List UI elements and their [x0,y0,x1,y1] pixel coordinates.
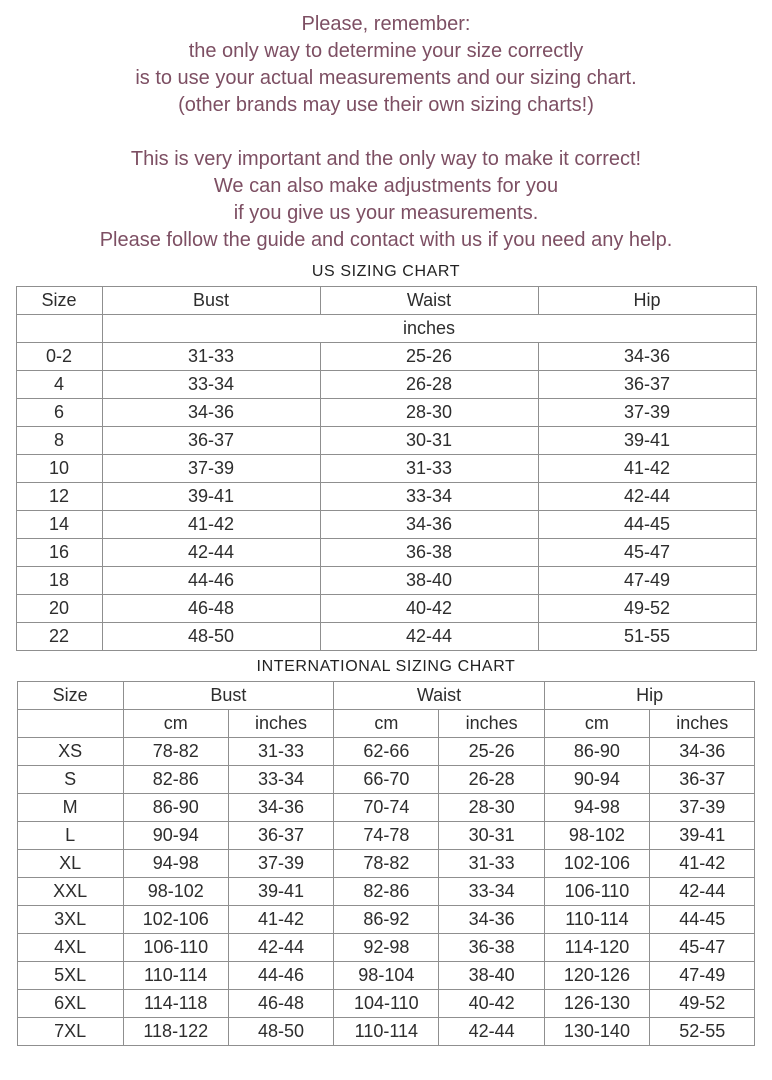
table-row [16,427,756,455]
measurement-cell: 70-74 [334,794,439,822]
measurement-cell: 41-42 [102,511,320,539]
measurement-cell: 33-34 [102,371,320,399]
size-cell: 4 [16,371,102,399]
measurement-cell: 36-37 [538,371,756,399]
table-row [16,623,756,651]
measurement-cell: 114-118 [123,990,228,1018]
measurement-cell: 36-38 [439,934,544,962]
table-row [17,766,755,794]
column-header-bust: Bust [123,682,334,710]
table-row [17,878,755,906]
measurement-cell: 36-38 [320,539,538,567]
measurement-cell: 102-106 [544,850,649,878]
measurement-cell: 90-94 [544,766,649,794]
size-cell: L [17,822,123,850]
measurement-cell: 90-94 [123,822,228,850]
intro-text-block [0,0,772,254]
table-row [17,794,755,822]
size-cell: S [17,766,123,794]
measurement-cell: 44-46 [102,567,320,595]
measurement-cell: 26-28 [320,371,538,399]
measurement-cell: 104-110 [334,990,439,1018]
intl-unit-row [17,710,755,738]
unit-label-cm: cm [334,710,439,738]
measurement-cell: 34-36 [650,738,755,766]
measurement-cell: 34-36 [538,343,756,371]
measurement-cell: 44-45 [650,906,755,934]
measurement-cell: 94-98 [544,794,649,822]
measurement-cell: 92-98 [334,934,439,962]
size-cell: 4XL [17,934,123,962]
size-cell: 20 [16,595,102,623]
intl-chart-title: INTERNATIONAL SIZING CHART [256,658,516,675]
measurement-cell: 42-44 [102,539,320,567]
measurement-cell: 46-48 [228,990,333,1018]
measurement-cell: 40-42 [439,990,544,1018]
measurement-cell: 39-41 [228,878,333,906]
size-cell: 8 [16,427,102,455]
measurement-cell: 25-26 [320,343,538,371]
column-header-hip: Hip [544,682,755,710]
measurement-cell: 28-30 [439,794,544,822]
measurement-cell: 110-114 [334,1018,439,1046]
measurement-cell: 74-78 [334,822,439,850]
measurement-cell: 130-140 [544,1018,649,1046]
measurement-cell: 82-86 [123,766,228,794]
measurement-cell: 62-66 [334,738,439,766]
table-row [17,822,755,850]
measurement-cell: 42-44 [650,878,755,906]
measurement-cell: 102-106 [123,906,228,934]
measurement-cell: 28-30 [320,399,538,427]
measurement-cell: 31-33 [439,850,544,878]
measurement-cell: 25-26 [439,738,544,766]
measurement-cell: 34-36 [439,906,544,934]
measurement-cell: 48-50 [102,623,320,651]
measurement-cell: 52-55 [650,1018,755,1046]
measurement-cell: 34-36 [102,399,320,427]
measurement-cell: 41-42 [228,906,333,934]
size-cell: XXL [17,878,123,906]
measurement-cell: 36-37 [228,822,333,850]
measurement-cell: 82-86 [334,878,439,906]
unit-label-inches: inches [439,710,544,738]
measurement-cell: 41-42 [650,850,755,878]
measurement-cell: 46-48 [102,595,320,623]
table-row [17,850,755,878]
measurement-cell: 120-126 [544,962,649,990]
measurement-cell: 118-122 [123,1018,228,1046]
measurement-cell: 42-44 [228,934,333,962]
measurement-cell: 51-55 [538,623,756,651]
unit-label-inches: inches [102,315,756,343]
measurement-cell: 110-114 [544,906,649,934]
intl-sizing-table [17,681,756,1046]
measurement-cell: 126-130 [544,990,649,1018]
size-cell: XS [17,738,123,766]
table-row [17,738,755,766]
size-cell: 14 [16,511,102,539]
measurement-cell: 30-31 [439,822,544,850]
size-cell: 5XL [17,962,123,990]
measurement-cell: 45-47 [538,539,756,567]
us-unit-row [16,315,756,343]
measurement-cell: 39-41 [102,483,320,511]
empty-cell [17,710,123,738]
size-cell: 10 [16,455,102,483]
measurement-cell: 78-82 [123,738,228,766]
measurement-cell: 37-39 [650,794,755,822]
measurement-cell: 31-33 [228,738,333,766]
table-row [17,906,755,934]
measurement-cell: 86-90 [123,794,228,822]
intro-line: We can also make adjustments for you [213,175,559,197]
measurement-cell: 114-120 [544,934,649,962]
table-row [16,455,756,483]
column-header-waist: Waist [320,287,538,315]
measurement-cell: 30-31 [320,427,538,455]
measurement-cell: 37-39 [538,399,756,427]
table-row [17,962,755,990]
size-cell: 16 [16,539,102,567]
measurement-cell: 39-41 [538,427,756,455]
size-cell: XL [17,850,123,878]
measurement-cell: 42-44 [439,1018,544,1046]
measurement-cell: 38-40 [320,567,538,595]
size-cell: 22 [16,623,102,651]
measurement-cell: 42-44 [538,483,756,511]
measurement-cell: 44-46 [228,962,333,990]
measurement-cell: 98-102 [544,822,649,850]
table-row [16,399,756,427]
measurement-cell: 86-92 [334,906,439,934]
measurement-cell: 47-49 [538,567,756,595]
column-header-hip: Hip [538,287,756,315]
measurement-cell: 106-110 [544,878,649,906]
measurement-cell: 31-33 [320,455,538,483]
us-header-row [16,287,756,315]
measurement-cell: 98-104 [334,962,439,990]
size-cell: 3XL [17,906,123,934]
measurement-cell: 86-90 [544,738,649,766]
intro-line: is to use your actual measurements and our sizing chart. [135,67,637,89]
table-row [17,1018,755,1046]
measurement-cell: 33-34 [320,483,538,511]
measurement-cell: 66-70 [334,766,439,794]
measurement-cell: 42-44 [320,623,538,651]
intro-line: if you give us your measurements. [233,202,539,224]
measurement-cell: 78-82 [334,850,439,878]
size-cell: 6XL [17,990,123,1018]
measurement-cell: 98-102 [123,878,228,906]
table-row [17,990,755,1018]
measurement-cell: 31-33 [102,343,320,371]
column-header-size: Size [16,287,102,315]
measurement-cell: 110-114 [123,962,228,990]
unit-label-cm: cm [544,710,649,738]
table-row [16,343,756,371]
intro-line: the only way to determine your size correctly [188,40,584,62]
measurement-cell: 33-34 [228,766,333,794]
measurement-cell: 94-98 [123,850,228,878]
table-row [16,567,756,595]
table-row [16,371,756,399]
measurement-cell: 26-28 [439,766,544,794]
intro-line: (other brands may use their own sizing charts!) [178,94,594,116]
measurement-cell: 34-36 [228,794,333,822]
measurement-cell: 34-36 [320,511,538,539]
intro-line: Please follow the guide and contact with us if you need any help. [99,229,673,251]
intro-line: Please, remember: [301,13,471,35]
measurement-cell: 37-39 [102,455,320,483]
measurement-cell: 40-42 [320,595,538,623]
size-cell: M [17,794,123,822]
measurement-cell: 39-41 [650,822,755,850]
intro-line: This is very important and the only way to make it correct! [130,148,642,170]
measurement-cell: 38-40 [439,962,544,990]
table-row [16,595,756,623]
table-row [16,483,756,511]
measurement-cell: 49-52 [538,595,756,623]
measurement-cell: 48-50 [228,1018,333,1046]
measurement-cell: 44-45 [538,511,756,539]
measurement-cell: 36-37 [102,427,320,455]
measurement-cell: 33-34 [439,878,544,906]
size-cell: 6 [16,399,102,427]
column-header-size: Size [17,682,123,710]
unit-label-inches: inches [650,710,755,738]
column-header-waist: Waist [334,682,545,710]
table-row [16,511,756,539]
intro-spacer [0,119,772,146]
measurement-cell: 49-52 [650,990,755,1018]
measurement-cell: 45-47 [650,934,755,962]
size-cell: 18 [16,567,102,595]
us-sizing-table [16,286,757,651]
unit-label-inches: inches [228,710,333,738]
table-row [17,934,755,962]
empty-cell [16,315,102,343]
size-cell: 7XL [17,1018,123,1046]
unit-label-cm: cm [123,710,228,738]
column-header-bust: Bust [102,287,320,315]
intl-header-row [17,682,755,710]
size-cell: 12 [16,483,102,511]
us-chart-title: US SIZING CHART [311,263,461,280]
measurement-cell: 47-49 [650,962,755,990]
measurement-cell: 41-42 [538,455,756,483]
measurement-cell: 106-110 [123,934,228,962]
table-row [16,539,756,567]
measurement-cell: 37-39 [228,850,333,878]
size-cell: 0-2 [16,343,102,371]
measurement-cell: 36-37 [650,766,755,794]
